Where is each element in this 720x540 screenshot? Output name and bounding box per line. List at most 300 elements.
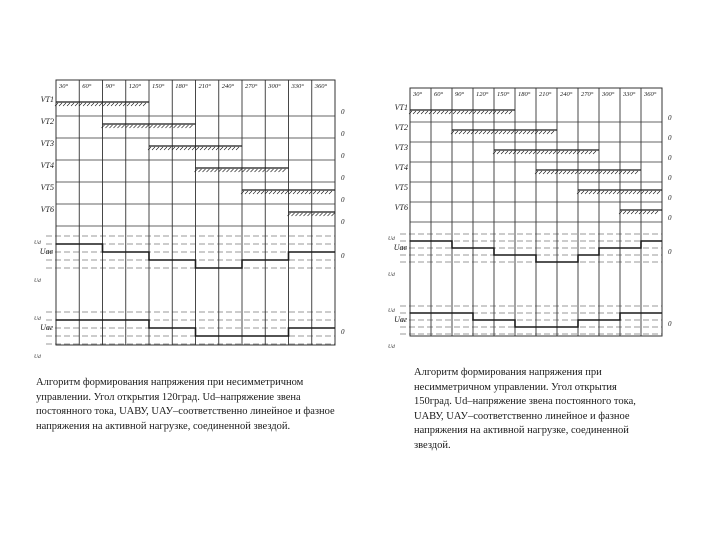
pulse-hatch [493, 151, 496, 154]
voltage-label: Uаг [394, 315, 407, 324]
zero-marker: 0 [341, 174, 345, 182]
pulse-hatch [106, 125, 109, 128]
caption-line: несимметричном управлении. Угол открытия [414, 381, 617, 393]
angle-label: 330° [623, 91, 636, 98]
pulse-hatch [317, 191, 320, 194]
voltage-label: Uав [393, 243, 407, 252]
pulse-hatch [75, 103, 78, 106]
pulse-hatch [236, 147, 239, 150]
pulse-hatch [467, 131, 470, 134]
pulse-hatch [479, 131, 482, 134]
pulse-hatch [573, 151, 576, 154]
pulse-hatch [485, 111, 488, 114]
pulse-hatch [208, 147, 211, 150]
pulse-hatch [119, 103, 122, 106]
angle-label: 120° [128, 83, 142, 90]
pulse-hatch [581, 151, 584, 154]
pulse-hatch [186, 125, 189, 128]
pulse-hatch [253, 191, 256, 194]
zero-marker: 0 [341, 218, 345, 226]
left-timing-diagram [34, 80, 345, 360]
pulse-hatch [255, 169, 258, 172]
angle-label: 210° [198, 83, 211, 90]
pulse-hatch [437, 111, 440, 114]
pulse-hatch [150, 125, 153, 128]
level-tick: Ud [388, 272, 395, 278]
pulse-hatch [543, 131, 546, 134]
pulse-hatch [212, 147, 215, 150]
pulse-hatch [304, 213, 307, 216]
pulse-hatch [589, 151, 592, 154]
pulse-hatch [285, 191, 288, 194]
pulse-hatch [91, 103, 94, 106]
pulse-hatch [67, 103, 70, 106]
pulse-hatch [593, 191, 596, 194]
pulse-hatch [283, 169, 286, 172]
pulse-hatch [635, 211, 638, 214]
pulse-hatch [110, 125, 113, 128]
pulse-hatch [505, 151, 508, 154]
pulse-hatch [633, 191, 636, 194]
pulse-hatch [289, 191, 292, 194]
pulse-hatch [166, 125, 169, 128]
caption-line: Алгоритм формирования напряжения при [414, 367, 602, 378]
pulse-hatch [143, 103, 146, 106]
pulse-hatch [192, 147, 195, 150]
pulse-hatch [499, 131, 502, 134]
pulse-hatch [146, 125, 149, 128]
pulse-hatch [190, 125, 193, 128]
pulse-hatch [184, 147, 187, 150]
pulse-hatch [87, 103, 90, 106]
pulse-hatch [653, 191, 656, 194]
pulse-hatch [277, 191, 280, 194]
pulse-hatch [457, 111, 460, 114]
pulse-hatch [507, 131, 510, 134]
angle-label: 360° [644, 91, 657, 98]
pulse-hatch [605, 191, 608, 194]
pulse-hatch [623, 171, 626, 174]
angle-label: 150° [152, 83, 165, 90]
level-tick: Ud [34, 240, 41, 246]
pulse-hatch [241, 191, 244, 194]
caption-right [414, 366, 684, 453]
caption-line: напряжения на активной нагрузке, соединенной [414, 425, 629, 436]
angle-label: 180° [175, 83, 188, 90]
pulse-hatch [239, 169, 242, 172]
pulse-hatch [619, 171, 622, 174]
pulse-hatch [571, 171, 574, 174]
pulse-hatch [162, 125, 165, 128]
caption-line: постоянного тока, UАВУ, UАУ–соответственно линейное и фазное [36, 406, 335, 417]
pulse-hatch [176, 147, 179, 150]
pulse-hatch [195, 169, 198, 172]
pulse-hatch [451, 131, 454, 134]
angle-label: 60° [434, 91, 444, 98]
caption-line: напряжения на активной нагрузке, соединенной звездой. [36, 420, 291, 432]
pulse-hatch [637, 191, 640, 194]
pulse-hatch [631, 171, 634, 174]
pulse-hatch [196, 147, 199, 150]
channel-label: VT6 [394, 203, 408, 212]
pulse-hatch [519, 131, 522, 134]
pulse-hatch [627, 171, 630, 174]
pulse-hatch [521, 151, 524, 154]
angle-label: 210° [539, 91, 552, 98]
pulse-hatch [413, 111, 416, 114]
level-tick: Ud [34, 354, 41, 360]
pulse-hatch [465, 111, 468, 114]
pulse-hatch [445, 111, 448, 114]
pulse-hatch [505, 111, 508, 114]
caption-line: звездой. [414, 439, 451, 451]
voltage-label: Uаг [40, 323, 53, 332]
angle-label: 60° [82, 83, 92, 90]
pulse-hatch [581, 191, 584, 194]
pulse-hatch [603, 171, 606, 174]
channel-label: VT4 [394, 163, 408, 172]
pulse-hatch [647, 211, 650, 214]
pulse-hatch [325, 191, 328, 194]
pulse-hatch [569, 151, 572, 154]
level-tick: Ud [34, 316, 41, 322]
pulse-hatch [645, 191, 648, 194]
pulse-hatch [551, 131, 554, 134]
pulse-hatch [541, 151, 544, 154]
pulse-hatch [489, 111, 492, 114]
channel-label: VT3 [394, 143, 408, 152]
pulse-hatch [199, 169, 202, 172]
pulse-hatch [631, 211, 634, 214]
level-tick: Ud [388, 308, 395, 314]
angle-label: 300° [602, 91, 615, 98]
angle-label: 270° [581, 91, 594, 98]
pulse-hatch [293, 191, 296, 194]
pulse-hatch [288, 213, 291, 216]
pulse-hatch [204, 147, 207, 150]
pulse-hatch [559, 171, 562, 174]
zero-marker: 0 [341, 130, 345, 138]
pulse-hatch [475, 131, 478, 134]
pulse-hatch [321, 191, 324, 194]
pulse-hatch [257, 191, 260, 194]
angle-label: 240° [560, 91, 573, 98]
pulse-hatch [565, 151, 568, 154]
pulse-hatch [497, 151, 500, 154]
pulse-hatch [611, 171, 614, 174]
caption-line: управлении. Угол открытия 120град. Ud–напряжение звена [36, 391, 301, 403]
pulse-hatch [148, 147, 151, 150]
pulse-hatch [114, 125, 117, 128]
pulse-hatch [493, 111, 496, 114]
pulse-hatch [102, 125, 105, 128]
right-timing-diagram [388, 88, 672, 350]
pulse-hatch [547, 171, 550, 174]
angle-label: 30° [413, 91, 423, 98]
pulse-hatch [111, 103, 114, 106]
pulse-hatch [220, 147, 223, 150]
pulse-hatch [259, 169, 262, 172]
pulse-hatch [535, 171, 538, 174]
zero-marker: 0 [668, 114, 672, 122]
pulse-hatch [138, 125, 141, 128]
pulse-hatch [417, 111, 420, 114]
pulse-hatch [543, 171, 546, 174]
pulse-hatch [501, 111, 504, 114]
pulse-hatch [455, 131, 458, 134]
pulse-hatch [99, 103, 102, 106]
pulse-hatch [215, 169, 218, 172]
pulse-hatch [154, 125, 157, 128]
pulse-hatch [301, 191, 304, 194]
pulse-hatch [523, 131, 526, 134]
pulse-hatch [549, 151, 552, 154]
pulse-hatch [142, 125, 145, 128]
pulse-hatch [308, 213, 311, 216]
pulse-hatch [511, 131, 514, 134]
pulse-hatch [587, 171, 590, 174]
channel-label: VT5 [394, 183, 408, 192]
pulse-hatch [297, 191, 300, 194]
pulse-hatch [601, 191, 604, 194]
pulse-hatch [563, 171, 566, 174]
pulse-hatch [509, 111, 512, 114]
pulse-hatch [615, 171, 618, 174]
pulse-hatch [324, 213, 327, 216]
pulse-hatch [527, 131, 530, 134]
pulse-hatch [131, 103, 134, 106]
channel-label: VT2 [40, 117, 54, 126]
pulse-hatch [469, 111, 472, 114]
pulse-hatch [579, 171, 582, 174]
pulse-hatch [619, 211, 622, 214]
pulse-hatch [651, 211, 654, 214]
pulse-hatch [535, 131, 538, 134]
pulse-hatch [134, 125, 137, 128]
channel-label: VT5 [40, 183, 54, 192]
pulse-hatch [433, 111, 436, 114]
pulse-hatch [313, 191, 316, 194]
pulse-hatch [122, 125, 125, 128]
pulse-hatch [589, 191, 592, 194]
pulse-hatch [296, 213, 299, 216]
pulse-hatch [139, 103, 142, 106]
channel-label: VT1 [40, 95, 54, 104]
angle-label: 360° [314, 83, 328, 90]
pulse-hatch [429, 111, 432, 114]
pulse-hatch [249, 191, 252, 194]
pulse-hatch [561, 151, 564, 154]
pulse-hatch [118, 125, 121, 128]
pulse-hatch [251, 169, 254, 172]
pulse-hatch [328, 213, 331, 216]
pulse-hatch [232, 147, 235, 150]
channel-label: VT4 [40, 161, 54, 170]
pulse-hatch [188, 147, 191, 150]
pulse-hatch [553, 151, 556, 154]
pulse-hatch [567, 171, 570, 174]
zero-marker: 0 [341, 108, 345, 116]
pulse-hatch [316, 213, 319, 216]
angle-label: 90° [105, 83, 115, 90]
angle-label: 330° [291, 83, 304, 90]
pulse-hatch [271, 169, 274, 172]
pulse-hatch [531, 131, 534, 134]
angle-label: 90° [455, 91, 465, 98]
pulse-hatch [517, 151, 520, 154]
pulse-hatch [643, 211, 646, 214]
pulse-hatch [483, 131, 486, 134]
pulse-hatch [655, 211, 658, 214]
channel-label: VT3 [40, 139, 54, 148]
level-tick: Ud [34, 278, 41, 284]
pulse-hatch [625, 191, 628, 194]
pulse-hatch [207, 169, 210, 172]
pulse-hatch [224, 147, 227, 150]
pulse-hatch [639, 211, 642, 214]
pulse-hatch [300, 213, 303, 216]
angle-label: 120° [476, 91, 489, 98]
pulse-hatch [545, 151, 548, 154]
pulse-hatch [95, 103, 98, 106]
pulse-hatch [292, 213, 295, 216]
pulse-hatch [200, 147, 203, 150]
pulse-hatch [591, 171, 594, 174]
pulse-hatch [273, 191, 276, 194]
pulse-hatch [529, 151, 532, 154]
pulse-hatch [497, 111, 500, 114]
pulse-hatch [613, 191, 616, 194]
pulse-hatch [203, 169, 206, 172]
zero-marker: 0 [668, 194, 672, 202]
pulse-hatch [228, 147, 231, 150]
pulse-hatch [425, 111, 428, 114]
caption-left [36, 376, 342, 434]
pulse-hatch [281, 191, 284, 194]
pulse-hatch [329, 191, 332, 194]
pulse-hatch [231, 169, 234, 172]
caption-line: UАВУ, UАУ–соответственно линейное и фазное [414, 410, 630, 422]
pulse-hatch [593, 151, 596, 154]
pulse-hatch [649, 191, 652, 194]
pulse-hatch [332, 213, 335, 216]
caption-line: 150град. Ud–напряжение звена постоянного тока, [414, 396, 636, 407]
zero-marker: 0 [341, 252, 345, 260]
pulse-hatch [168, 147, 171, 150]
pulse-hatch [629, 191, 632, 194]
channel-label: VT2 [394, 123, 408, 132]
pulse-hatch [130, 125, 133, 128]
zero-marker: 0 [668, 154, 672, 162]
pulse-hatch [471, 131, 474, 134]
pulse-hatch [63, 103, 66, 106]
pulse-hatch [577, 151, 580, 154]
angle-label: 180° [518, 91, 531, 98]
pulse-hatch [178, 125, 181, 128]
pulse-hatch [182, 125, 185, 128]
angle-label: 270° [245, 83, 258, 90]
pulse-hatch [547, 131, 550, 134]
pulse-hatch [107, 103, 110, 106]
pulse-hatch [164, 147, 167, 150]
pulse-hatch [537, 151, 540, 154]
pulse-hatch [551, 171, 554, 174]
pulse-hatch [509, 151, 512, 154]
pulse-hatch [441, 111, 444, 114]
pulse-hatch [245, 191, 248, 194]
pulse-hatch [227, 169, 230, 172]
pulse-hatch [103, 103, 106, 106]
pulse-hatch [235, 169, 238, 172]
pulse-hatch [627, 211, 630, 214]
pulse-hatch [152, 147, 155, 150]
zero-marker: 0 [668, 214, 672, 222]
pulse-hatch [501, 151, 504, 154]
angle-label: 30° [59, 83, 69, 90]
zero-marker: 0 [341, 196, 345, 204]
zero-marker: 0 [668, 320, 672, 328]
pulse-hatch [461, 111, 464, 114]
pulse-hatch [305, 191, 308, 194]
pulse-hatch [59, 103, 62, 106]
pulse-hatch [223, 169, 226, 172]
pulse-hatch [160, 147, 163, 150]
pulse-hatch [635, 171, 638, 174]
pulse-hatch [609, 191, 612, 194]
pulse-hatch [607, 171, 610, 174]
pulse-hatch [453, 111, 456, 114]
voltage-label: Uав [39, 247, 53, 256]
pulse-hatch [459, 131, 462, 134]
pulse-hatch [243, 169, 246, 172]
zero-marker: 0 [668, 248, 672, 256]
pulse-hatch [473, 111, 476, 114]
zero-marker: 0 [668, 134, 672, 142]
pulse-hatch [180, 147, 183, 150]
pulse-hatch [657, 191, 660, 194]
pulse-hatch [127, 103, 130, 106]
pulse-hatch [267, 169, 270, 172]
pulse-hatch [463, 131, 466, 134]
pulse-hatch [585, 191, 588, 194]
pulse-hatch [539, 131, 542, 134]
pulse-hatch [320, 213, 323, 216]
pulse-hatch [71, 103, 74, 106]
pulse-hatch [211, 169, 214, 172]
pulse-hatch [115, 103, 118, 106]
pulse-hatch [481, 111, 484, 114]
angle-label: 240° [221, 83, 235, 90]
pulse-hatch [503, 131, 506, 134]
pulse-hatch [495, 131, 498, 134]
pulse-hatch [174, 125, 177, 128]
pulse-hatch [583, 171, 586, 174]
pulse-hatch [275, 169, 278, 172]
channel-label: VT6 [40, 205, 54, 214]
pulse-hatch [513, 151, 516, 154]
pulse-hatch [539, 171, 542, 174]
pulse-hatch [595, 171, 598, 174]
pulse-hatch [487, 131, 490, 134]
pulse-hatch [158, 125, 161, 128]
pulse-hatch [597, 191, 600, 194]
pulse-hatch [577, 191, 580, 194]
pulse-hatch [261, 191, 264, 194]
pulse-hatch [525, 151, 528, 154]
pulse-hatch [621, 191, 624, 194]
angle-label: 300° [268, 83, 281, 90]
level-tick: Ud [388, 236, 395, 242]
